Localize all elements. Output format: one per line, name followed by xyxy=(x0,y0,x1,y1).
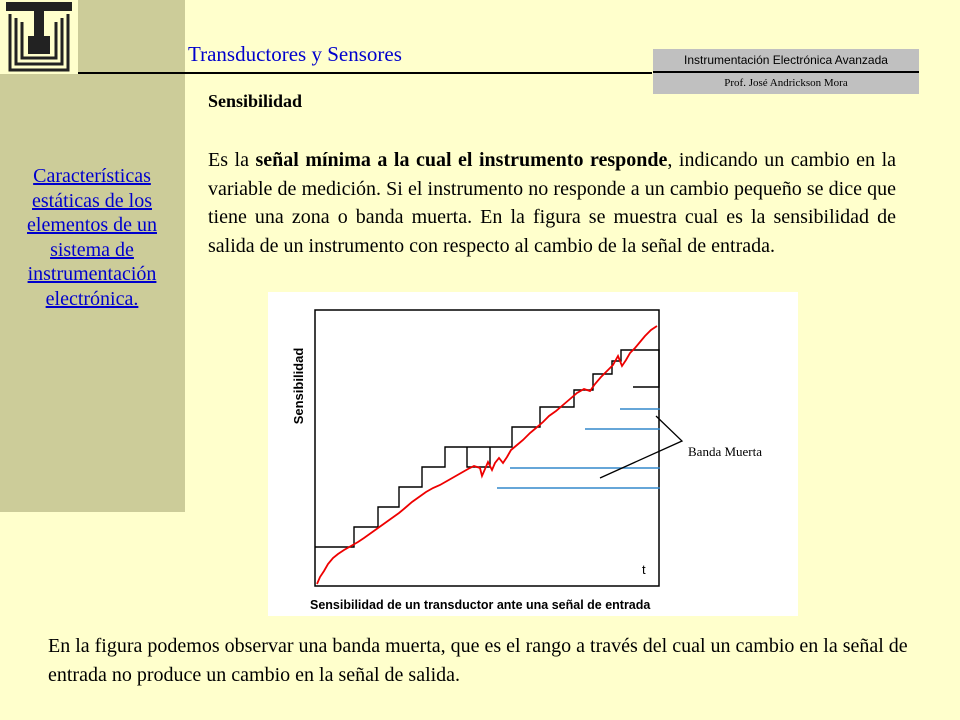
logo xyxy=(0,0,78,74)
sensitivity-diagram xyxy=(268,292,798,616)
x-axis-label: t xyxy=(642,562,646,577)
figure-caption: Sensibilidad de un transductor ante una señal de entrada xyxy=(310,598,651,612)
input-signal-curve xyxy=(317,326,657,584)
paragraph-emphasis: señal mínima a la cual el instrumento responde xyxy=(255,149,668,171)
section-heading: Sensibilidad xyxy=(208,91,303,111)
bottom-paragraph: En la figura podemos observar una banda muerta, que es el rango a través del cual un cambio en la señal de entrada no produce un cambio en la señal de salida. xyxy=(48,635,908,686)
dead-band-annotation: Banda Muerta xyxy=(688,444,763,459)
main-paragraph xyxy=(208,146,896,260)
paragraph-intro: Es la xyxy=(208,149,256,171)
slide-title: Transductores y Sensores xyxy=(188,42,402,66)
course-label: Instrumentación Electrónica Avanzada xyxy=(653,49,919,73)
y-axis-label: Sensibilidad xyxy=(291,347,306,425)
plot-frame xyxy=(315,310,659,586)
header-rule xyxy=(78,72,652,74)
institution-logo-icon xyxy=(0,0,78,74)
professor-label: Prof. José Andrickson Mora xyxy=(653,73,919,94)
sidebar-link-static-characteristics[interactable]: Características estáticas de los elementos de un sistema de instrumentación electrónica. xyxy=(27,165,157,310)
sensitivity-figure xyxy=(268,292,798,616)
staircase-output xyxy=(315,350,659,547)
paragraph-rest: , indicando un cambio en la variable de medición. Si el instrumento no responde a un cambio pequeño se dice que tiene una zona o banda muerta. En la figura se muestra cual es la sensibilidad de salida de un instrumento con respecto al cambio de la señal de entrada. xyxy=(208,149,897,257)
